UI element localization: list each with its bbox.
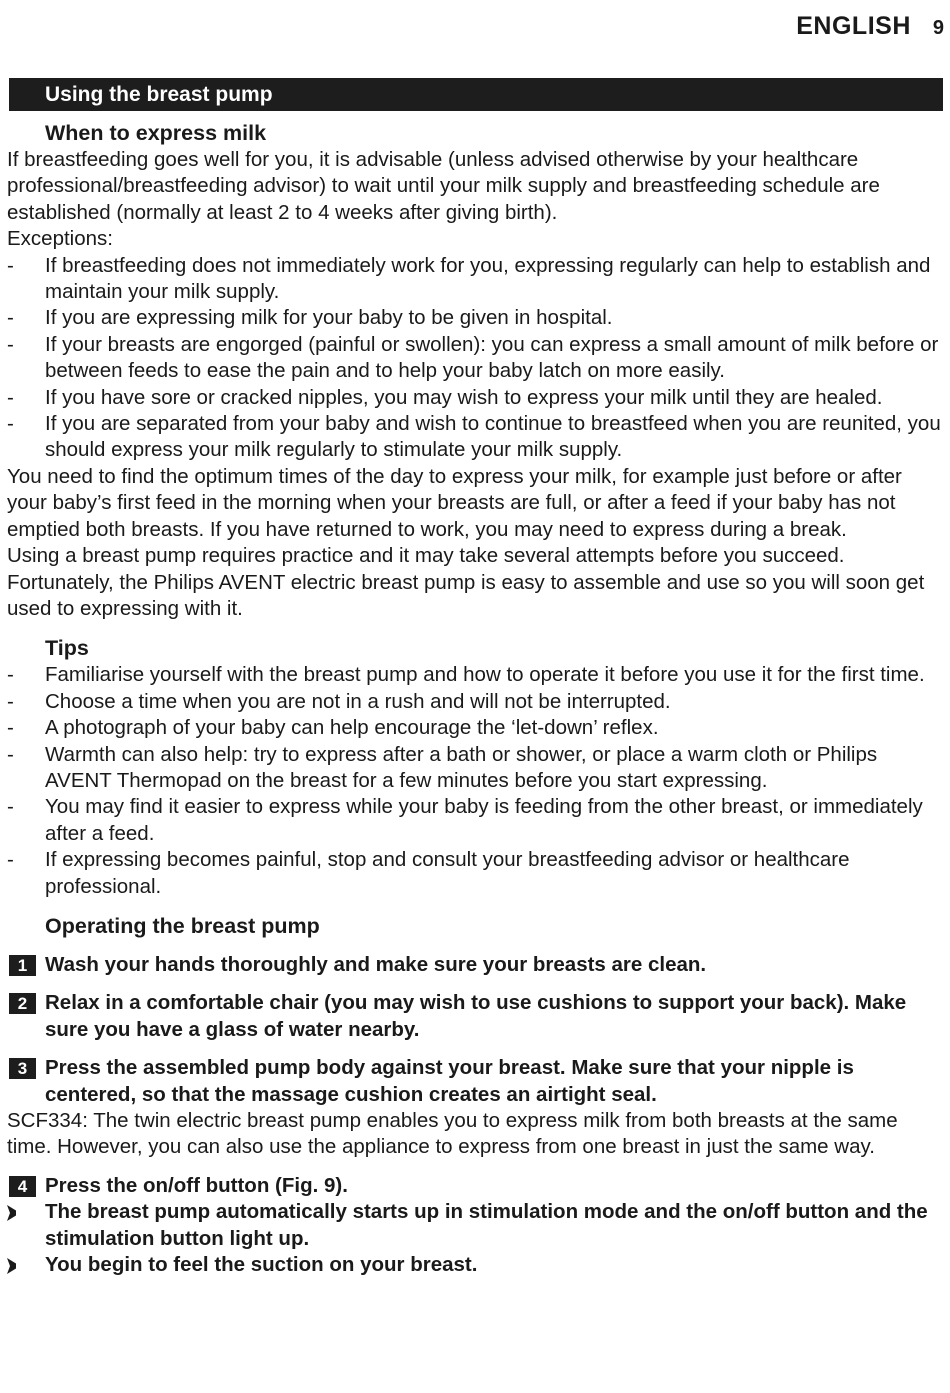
step-text: Press the assembled pump body against your breast. Make sure that your nipple is centered, so that the massage cushion creates an airtight seal. — [45, 1056, 854, 1106]
step-text: Wash your hands thoroughly and make sure your breasts are clean. — [45, 952, 707, 976]
list-item-text: If expressing becomes painful, stop and consult your breastfeeding advisor or healthcare professional. — [45, 848, 850, 898]
step-item — [0, 952, 943, 978]
list-dash: - — [7, 385, 14, 409]
list-item-text: A photograph of your baby can help encourage the ‘let-down’ reflex. — [45, 716, 659, 740]
list-item-text: Familiarise yourself with the breast pump and how to operate it before you use it for the first time. — [45, 663, 925, 687]
list-item — [0, 662, 943, 688]
list-item — [0, 385, 943, 411]
result-text: The breast pump automatically starts up in stimulation mode and the on/off button and the stimulation button light up. — [45, 1200, 928, 1250]
result-arrow-icon — [7, 1205, 16, 1221]
result-arrow-icon — [7, 1258, 16, 1274]
list-item — [0, 847, 943, 900]
list-item-text: If breastfeeding does not immediately work for you, expressing regularly can help to establish and maintain your milk supply. — [45, 253, 931, 304]
step-item — [0, 1173, 943, 1199]
list-item-text: You may find it easier to express while your baby is feeding from the other breast, or immediately after a feed. — [45, 795, 923, 845]
list-item-text: Choose a time when you are not in a rush and will not be interrupted. — [45, 689, 671, 713]
result-item — [0, 1199, 943, 1252]
step-number-badge: 4 — [9, 1176, 36, 1197]
result-text: You begin to feel the suction on your breast. — [45, 1253, 478, 1277]
scf334-note: SCF334: The twin electric breast pump enables you to express milk from both breasts at the same time. However, you can also use the appliance to express from one breast in just the same way. — [7, 1109, 898, 1159]
list-item-text: If you are separated from your baby and wish to continue to breastfeed when you are reunited, you should express your milk regularly to stimulate your milk supply. — [45, 412, 941, 462]
step-text: Relax in a comfortable chair (you may wish to use cushions to support your back). Make sure you have a glass of water nearby. — [45, 991, 907, 1041]
when-intro-paragraph: If breastfeeding goes well for you, it is advisable (unless advised otherwise by your healthcare professional/breastfeeding advisor) to wait until your milk supply and breastfeeding schedule are established (normally at least 2 to 4 weeks after giving birth). — [7, 148, 880, 224]
list-dash: - — [7, 716, 14, 740]
step-item — [0, 1055, 943, 1108]
list-item — [0, 742, 943, 795]
operating-heading: Operating the breast pump — [45, 913, 320, 938]
exceptions-label: Exceptions: — [7, 227, 113, 251]
list-item — [0, 305, 943, 331]
page-content — [0, 119, 950, 1278]
language-label: ENGLISH — [796, 12, 911, 40]
list-dash: - — [7, 253, 14, 277]
step-number-badge: 1 — [9, 955, 36, 976]
step-text: Press the on/off button (Fig. 9). — [45, 1173, 348, 1197]
step-number-badge: 3 — [9, 1058, 36, 1079]
list-item — [0, 332, 943, 385]
list-dash: - — [7, 795, 14, 819]
page-number: 9 — [932, 17, 944, 39]
list-item-text: If your breasts are engorged (painful or swollen): you can express a small amount of milk before or between feeds to ease the pain and to help your baby latch on more easily. — [45, 332, 939, 383]
list-item-text: If you are expressing milk for your baby to be given in hospital. — [45, 306, 613, 330]
list-item — [0, 689, 943, 715]
section-title-bar: Using the breast pump — [9, 78, 943, 111]
list-dash: - — [7, 663, 14, 687]
list-dash: - — [7, 332, 14, 356]
list-item-text: If you have sore or cracked nipples, you may wish to express your milk until they are healed. — [45, 385, 883, 409]
optimum-times-paragraph: You need to find the optimum times of the day to express your milk, for example just before or after your baby’s first feed in the morning when your breasts are full, or after a feed if your baby has not emptied both breasts. If you have returned to work, you may need to express during a break. — [7, 464, 902, 541]
step-item — [0, 990, 943, 1043]
page-header — [796, 12, 944, 41]
practice-paragraph: Using a breast pump requires practice and it may take several attempts before you succeed. Fortunately, the Philips AVENT electric breast pump is easy to assemble and use so you will soon get used to expressing with it. — [7, 544, 925, 620]
list-dash: - — [7, 742, 14, 766]
list-item — [0, 715, 943, 741]
tips-heading: Tips — [45, 636, 89, 661]
step-number-badge: 2 — [9, 993, 36, 1014]
result-item — [0, 1252, 943, 1278]
list-item — [0, 794, 943, 847]
list-dash: - — [7, 412, 14, 436]
list-dash: - — [7, 848, 14, 872]
list-dash: - — [7, 306, 14, 330]
when-heading: When to express milk — [45, 121, 267, 145]
list-item — [0, 253, 943, 306]
list-item — [0, 411, 943, 464]
list-dash: - — [7, 689, 14, 713]
list-item-text: Warmth can also help: try to express after a bath or shower, or place a warm cloth or Philips AVENT Thermopad on the breast for a few minutes before you start expressing. — [45, 742, 878, 792]
